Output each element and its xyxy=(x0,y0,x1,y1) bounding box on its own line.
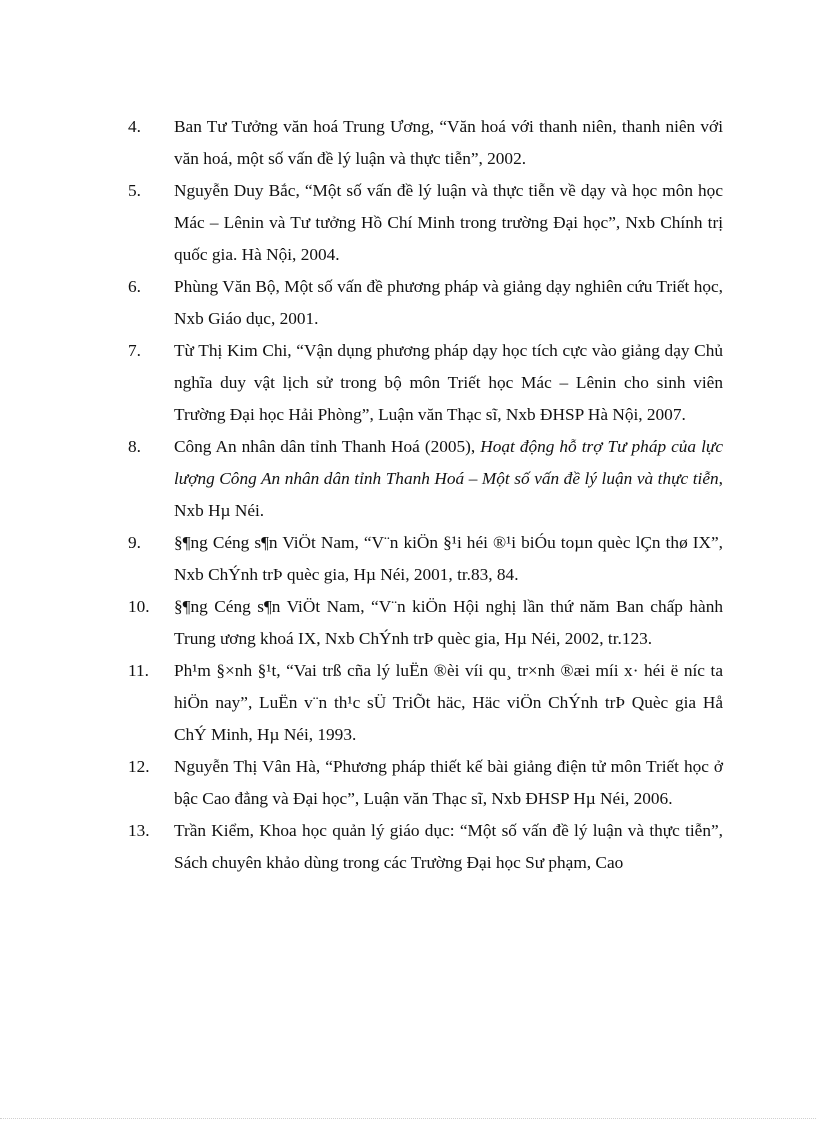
reference-item xyxy=(128,335,723,431)
reference-text: Phùng Văn Bộ, Một số vấn đề phương pháp và giảng dạy nghiên cứu Triết học, Nxb Giáo dục, 2001. xyxy=(174,277,723,328)
reference-number: 10. xyxy=(128,597,150,616)
page-bottom-divider xyxy=(0,1118,816,1119)
reference-item xyxy=(128,175,723,271)
reference-number: 12. xyxy=(128,757,150,776)
reference-text: §¶ng Céng s¶n ViÖt Nam, “V¨n kiÖn §¹i héi ®¹i biÓu toµn quèc lÇn thø IX”, Nxb ChÝnh trÞ quèc gia, Hµ Néi, 2001, tr.83, 84. xyxy=(174,533,723,584)
reference-text: Ban Tư Tưởng văn hoá Trung Ương, “Văn hoá với thanh niên, thanh niên với văn hoá, một số vấn đề lý luận và thực tiễn”, 2002. xyxy=(174,117,723,168)
reference-number: 9. xyxy=(128,533,141,552)
reference-item xyxy=(128,271,723,335)
reference-text: §¶ng Céng s¶n ViÖt Nam, “V¨n kiÖn Hội nghị lần thứ năm Ban chấp hành Trung ương khoá IX, Nxb ChÝnh trÞ quèc gia, Hµ Néi, 2002, tr.123. xyxy=(174,597,723,648)
reference-item xyxy=(128,431,723,527)
reference-number: 13. xyxy=(128,821,150,840)
reference-title-italic: Hoạt động hỗ trợ Tư pháp của lực lượng Công An nhân dân tỉnh Thanh Hoá – Một số vấn đề lý luận và thực tiễn xyxy=(174,437,723,488)
reference-number: 4. xyxy=(128,117,141,136)
reference-number: 5. xyxy=(128,181,141,200)
reference-text-after: , Nxb Hµ Néi. xyxy=(174,469,723,520)
reference-text: Trần Kiểm, Khoa học quản lý giáo dục: “Một số vấn đề lý luận và thực tiễn”, Sách chuyên khảo dùng trong các Trường Đại học Sư phạm, Cao xyxy=(174,821,723,872)
reference-item xyxy=(128,815,723,879)
reference-item xyxy=(128,751,723,815)
reference-number: 7. xyxy=(128,341,141,360)
reference-text: Ph¹m §×nh §¹t, “Vai trß cña lý luËn ®èi víi qu¸ tr×nh ®æi míi x· héi ë níc ta hiÖn nay”, LuËn v¨n th¹c sÜ TriÕt häc, Häc viÖn ChÝnh trÞ Quèc gia Hå ChÝ Minh, Hµ Néi, 1993. xyxy=(174,661,723,744)
reference-number: 11. xyxy=(128,661,149,680)
reference-text: Nguyễn Duy Bắc, “Một số vấn đề lý luận và thực tiễn về dạy và học môn học Mác – Lênin và Tư tưởng Hồ Chí Minh trong trường Đại học”, Nxb Chính trị quốc gia. Hà Nội, 2004. xyxy=(174,181,723,264)
reference-text: Nguyễn Thị Vân Hà, “Phương pháp thiết kế bài giảng điện tử môn Triết học ở bậc Cao đẳng và Đại học”, Luận văn Thạc sĩ, Nxb ĐHSP Hµ Néi, 2006. xyxy=(174,757,723,808)
reference-item xyxy=(128,591,723,655)
reference-number: 8. xyxy=(128,437,141,456)
reference-list xyxy=(128,111,723,879)
reference-text-before: Công An nhân dân tỉnh Thanh Hoá (2005), xyxy=(174,437,481,456)
reference-text xyxy=(174,431,723,527)
reference-text: Từ Thị Kim Chi, “Vận dụng phương pháp dạy học tích cực vào giảng dạy Chủ nghĩa duy vật lịch sử trong bộ môn Triết học Mác – Lênin cho sinh viên Trường Đại học Hải Phòng”, Luận văn Thạc sĩ, Nxb ĐHSP Hà Nội, 2007. xyxy=(174,341,723,424)
reference-item xyxy=(128,527,723,591)
reference-item xyxy=(128,655,723,751)
reference-item xyxy=(128,111,723,175)
reference-number: 6. xyxy=(128,277,141,296)
